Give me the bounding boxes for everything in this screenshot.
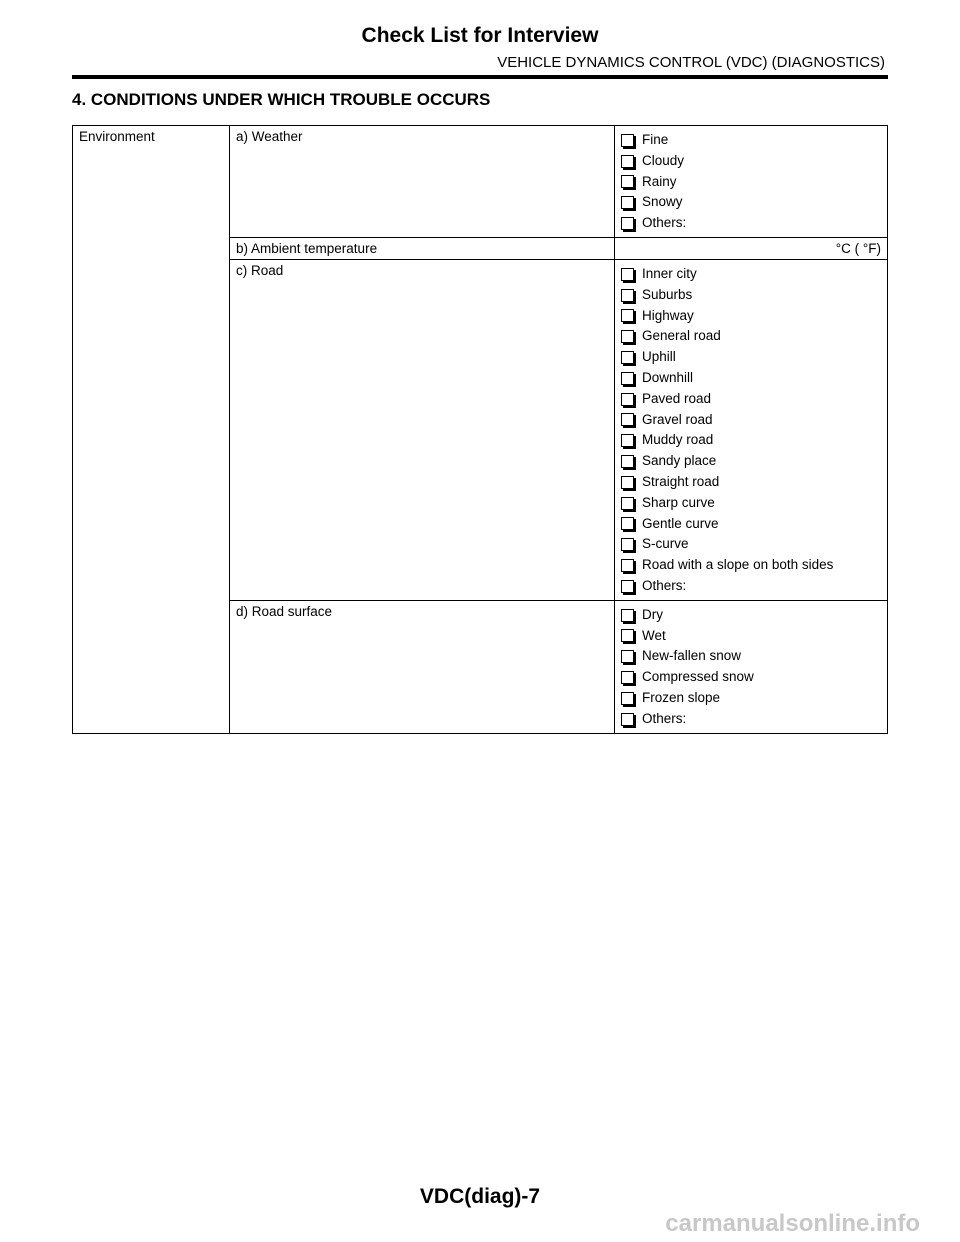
page-number: VDC(diag)-7 <box>419 1185 541 1208</box>
option-label: S-curve <box>642 536 689 552</box>
checkbox-icon[interactable] <box>621 413 634 426</box>
option-label: Gentle curve <box>642 515 719 531</box>
header-divider <box>72 75 888 79</box>
option-label: Snowy <box>642 194 683 210</box>
option-label: New-fallen snow <box>642 648 742 664</box>
checkbox-icon[interactable] <box>621 671 634 684</box>
checkbox-icon[interactable] <box>621 155 634 168</box>
checkbox-icon[interactable] <box>621 175 634 188</box>
checkbox-icon[interactable] <box>621 372 634 385</box>
checkbox-icon[interactable] <box>621 196 634 209</box>
checkbox-icon[interactable] <box>621 217 634 230</box>
checkbox-option[interactable] <box>621 667 881 688</box>
option-label: Fine <box>642 132 669 147</box>
checkbox-icon[interactable] <box>621 309 634 322</box>
checkbox-option[interactable] <box>621 493 881 514</box>
option-label: Straight road <box>642 473 720 489</box>
option-label: Compressed snow <box>642 669 754 685</box>
checkbox-icon[interactable] <box>621 289 634 302</box>
checkbox-option[interactable] <box>621 410 881 431</box>
checkbox-option[interactable] <box>621 213 881 234</box>
checklist-table <box>72 125 888 734</box>
checkbox-icon[interactable] <box>621 517 634 530</box>
option-label: Uphill <box>642 349 676 365</box>
weather-options <box>615 126 888 238</box>
checkbox-option[interactable] <box>621 389 881 410</box>
option-label: Road with a slope on both sides <box>642 557 834 573</box>
section-header: VEHICLE DYNAMICS CONTROL (VDC) (DIAGNOSTICS) <box>497 54 885 71</box>
weather-label: a) Weather <box>230 126 615 238</box>
option-label: Frozen slope <box>642 689 721 705</box>
checkbox-icon[interactable] <box>621 559 634 572</box>
checkbox-option[interactable] <box>621 576 881 597</box>
checkbox-option[interactable] <box>621 626 881 647</box>
checkbox-option[interactable] <box>621 534 881 555</box>
option-label: Downhill <box>642 369 694 385</box>
checkbox-icon[interactable] <box>621 650 634 663</box>
page-title: Check List for Interview <box>361 24 599 47</box>
checkbox-option[interactable] <box>621 555 881 576</box>
option-label: Cloudy <box>642 152 685 168</box>
checkbox-option[interactable] <box>621 709 881 730</box>
checkbox-icon[interactable] <box>621 134 634 147</box>
checkbox-option[interactable] <box>621 646 881 667</box>
checkbox-icon[interactable] <box>621 629 634 642</box>
section-heading: 4. CONDITIONS UNDER WHICH TROUBLE OCCURS <box>72 90 491 109</box>
checkbox-option[interactable] <box>621 514 881 535</box>
checkbox-icon[interactable] <box>621 538 634 551</box>
option-label: Others: <box>642 577 687 593</box>
checkbox-option[interactable] <box>621 368 881 389</box>
checkbox-option[interactable] <box>621 326 881 347</box>
surface-options <box>615 600 888 733</box>
checkbox-icon[interactable] <box>621 268 634 281</box>
surface-label: d) Road surface <box>230 600 615 733</box>
checkbox-option[interactable] <box>621 347 881 368</box>
option-label: Wet <box>642 627 666 643</box>
option-label: Dry <box>642 606 663 622</box>
option-label: Inner city <box>642 265 697 281</box>
table-row-weather <box>73 126 888 238</box>
checkbox-option[interactable] <box>621 192 881 213</box>
temperature-field[interactable]: °C ( °F) <box>615 237 888 259</box>
checkbox-option[interactable] <box>621 130 881 151</box>
option-label: Others: <box>642 710 687 726</box>
option-label: Gravel road <box>642 411 713 427</box>
checkbox-option[interactable] <box>621 605 881 626</box>
checkbox-icon[interactable] <box>621 455 634 468</box>
option-label: Highway <box>642 307 694 323</box>
checkbox-icon[interactable] <box>621 330 634 343</box>
option-label: General road <box>642 328 721 344</box>
option-label: Sharp curve <box>642 494 715 510</box>
environment-cell: Environment <box>73 126 230 734</box>
checkbox-option[interactable] <box>621 306 881 327</box>
option-label: Muddy road <box>642 432 714 448</box>
road-options <box>615 259 888 600</box>
checkbox-option[interactable] <box>621 472 881 493</box>
checkbox-option[interactable] <box>621 285 881 306</box>
checkbox-option[interactable] <box>621 172 881 193</box>
checkbox-option[interactable] <box>621 430 881 451</box>
road-label: c) Road <box>230 259 615 600</box>
checkbox-icon[interactable] <box>621 476 634 489</box>
watermark: carmanualsonline.info <box>665 1210 920 1237</box>
checkbox-icon[interactable] <box>621 580 634 593</box>
temperature-label: b) Ambient temperature <box>230 237 615 259</box>
option-label: Paved road <box>642 390 712 406</box>
checkbox-option[interactable] <box>621 451 881 472</box>
checkbox-option[interactable] <box>621 151 881 172</box>
checkbox-option[interactable] <box>621 688 881 709</box>
option-label: Others: <box>642 215 687 231</box>
checkbox-option[interactable] <box>621 264 881 285</box>
option-label: Sandy place <box>642 453 717 469</box>
checkbox-icon[interactable] <box>621 351 634 364</box>
option-label: Suburbs <box>642 286 693 302</box>
checkbox-icon[interactable] <box>621 434 634 447</box>
checkbox-icon[interactable] <box>621 692 634 705</box>
option-label: Rainy <box>642 173 677 189</box>
checkbox-icon[interactable] <box>621 609 634 622</box>
checkbox-icon[interactable] <box>621 497 634 510</box>
checkbox-icon[interactable] <box>621 713 634 726</box>
checkbox-icon[interactable] <box>621 393 634 406</box>
